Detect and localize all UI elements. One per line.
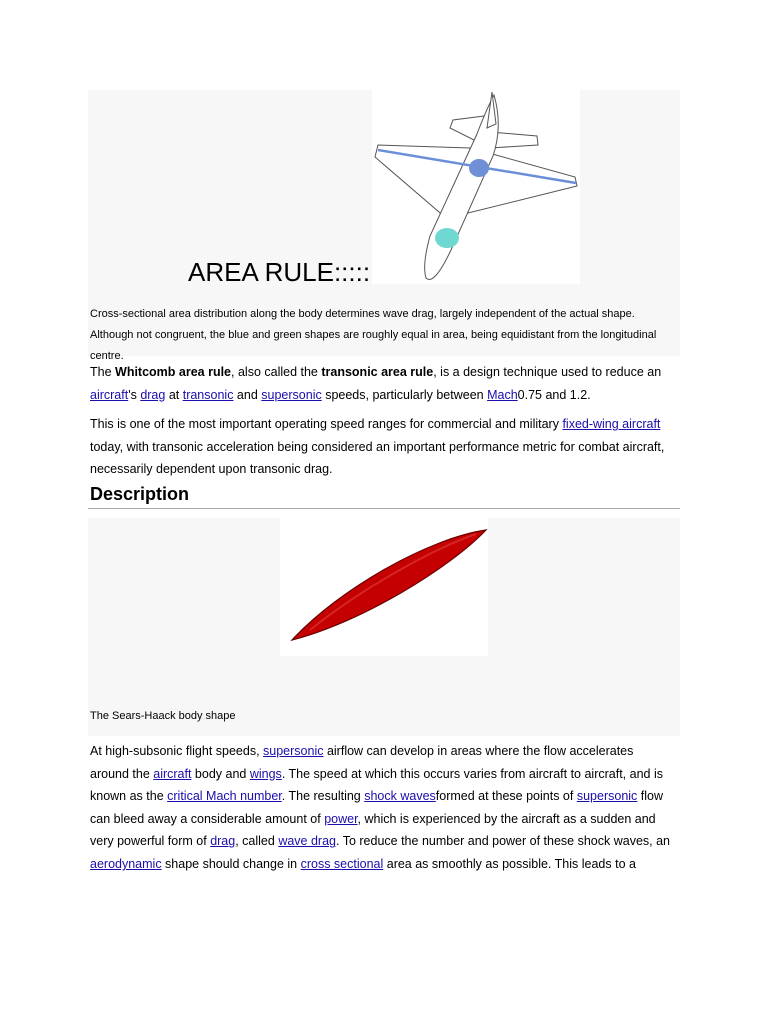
link-wave-drag[interactable]: wave drag [278, 834, 336, 849]
link-power[interactable]: power [324, 811, 358, 826]
link-aerodynamic[interactable]: aerodynamic [90, 856, 162, 871]
link-mach[interactable]: Mach [487, 387, 518, 402]
aircraft-diagram [372, 90, 580, 284]
term-whitcomb-area-rule: Whitcomb area rule [115, 365, 232, 379]
link-supersonic[interactable]: supersonic [261, 387, 322, 402]
link-fixed-wing-aircraft[interactable]: fixed-wing aircraft [562, 417, 661, 431]
term-transonic-area-rule: transonic area rule [321, 365, 434, 379]
sears-haack-body [280, 518, 488, 656]
link-aircraft[interactable]: aircraft [90, 387, 129, 402]
link-shock-waves[interactable]: shock waves [364, 789, 436, 804]
description-paragraph: At high-subsonic flight speeds, supersonic airflow can develop in areas where the flow accelerates around the aircraft body and wings. The speed at which this occurs varies from aircraft to aircraft, and is known as the critical Mach number. The resulting shock wavesformed at these points of supersonic flow can bleed away a considerable amount of power, which is experienced by the aircraft as a sudden and very powerful form of drag, called wave drag. To reduce the number and power of these shock waves, an aerodynamic shape should change in cross sectional area as smoothly as possible. This leads to a [90, 744, 670, 871]
figure-area-rule [88, 90, 680, 362]
aircraft-drawing [372, 90, 580, 284]
body-shape [292, 530, 486, 640]
blue-section [469, 159, 489, 177]
heading-divider [88, 508, 680, 509]
link-drag[interactable]: drag [210, 834, 236, 849]
link-drag[interactable]: drag [140, 387, 166, 402]
intro-paragraph: This is one of the most important operating speed ranges for commercial and military fixed-wing aircraft today, with transonic acceleration being considered an important performance metric for combat aircraft, necessarily dependent upon transonic drag. [90, 417, 665, 477]
link-transonic[interactable]: transonic [182, 387, 234, 402]
link-cross-sectional[interactable]: cross sectional [300, 856, 384, 871]
sears-haack-diagram [280, 518, 488, 656]
figure-caption: The Sears-Haack body shape [90, 710, 236, 722]
link-aircraft[interactable]: aircraft [153, 766, 192, 781]
link-supersonic[interactable]: supersonic [263, 744, 324, 758]
link-critical-mach-number[interactable]: critical Mach number [167, 789, 282, 804]
figure-caption: Cross-sectional area distribution along the body determines wave drag, largely independent of the actual shape. Although not congruent, the blue and green shapes are roughly equal in area, being equidistant from the longitudinal centre. [90, 308, 657, 362]
link-wings[interactable]: wings [249, 766, 282, 781]
figure-sears-haack [88, 518, 680, 736]
link-supersonic[interactable]: supersonic [576, 789, 638, 804]
green-section [435, 228, 459, 248]
page-title: AREA RULE::::: [188, 257, 371, 287]
intro-paragraph: The Whitcomb area rule, also called the transonic area rule, is a design technique used to reduce an aircraft's drag at transonic and supersonic speeds, particularly between Mach0.75 and 1.2. [90, 365, 662, 402]
section-heading: Description [90, 484, 190, 504]
